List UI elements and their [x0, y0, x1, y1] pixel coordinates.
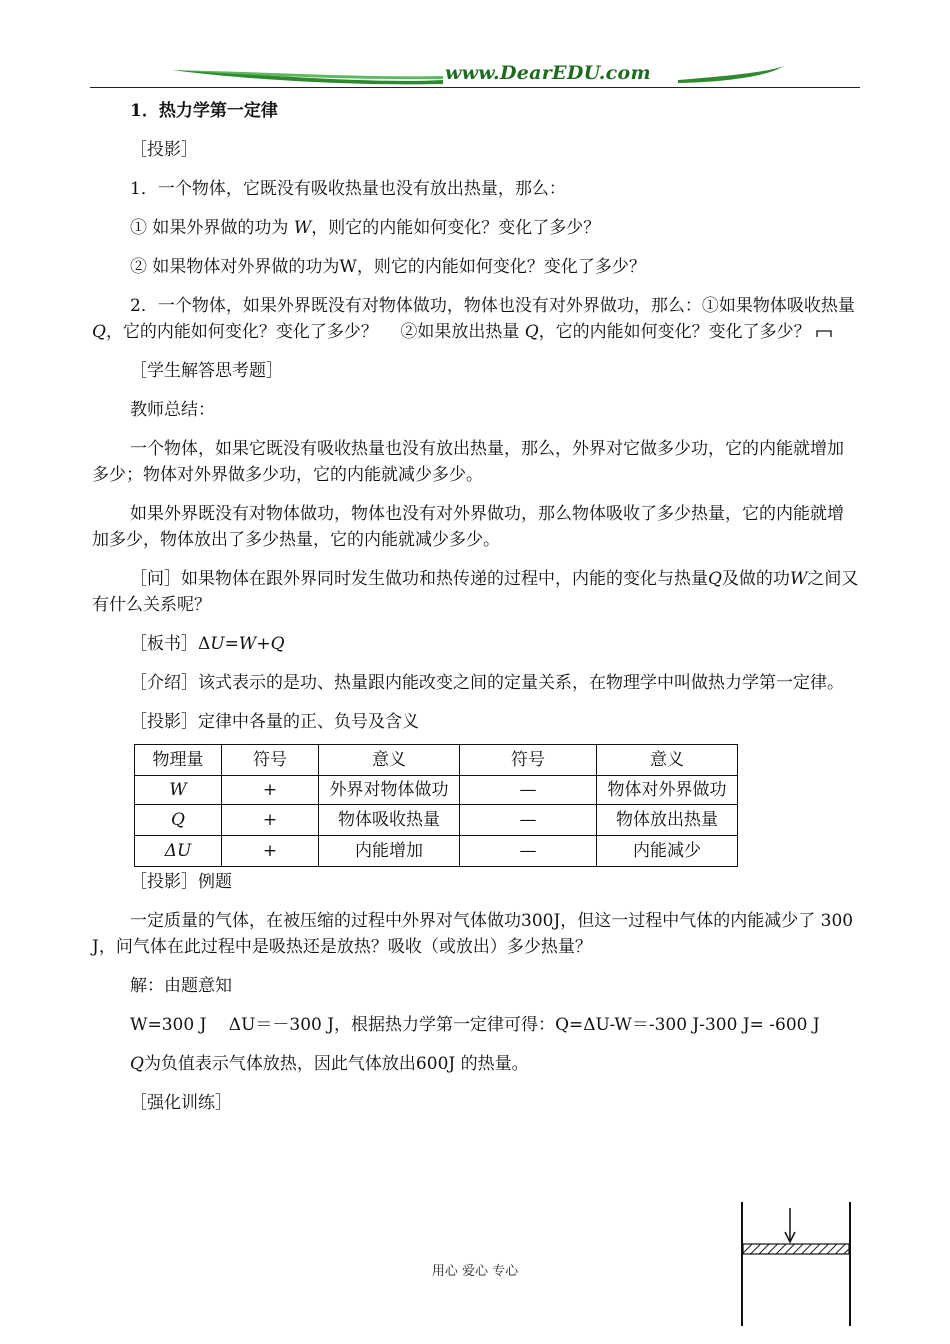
paragraph: 1．一个物体，它既没有吸收热量也没有放出热量，那么： — [130, 179, 566, 199]
table-header-cell: 符号 — [460, 745, 597, 776]
table-cell: 物体放出热量 — [597, 805, 738, 836]
table-row — [135, 805, 738, 836]
document-body — [92, 98, 860, 1116]
page-header — [90, 58, 860, 90]
sign-convention-table — [134, 744, 738, 867]
table-row — [135, 776, 738, 805]
paragraph: ［投影］例题 — [130, 872, 232, 892]
paragraph: Q为负值表示气体放热，因此气体放出600J 的热量。 — [130, 1054, 529, 1074]
paragraph: 如果外界既没有对物体做功，物体也没有对外界做功，那么物体吸收了多少热量，它的内能就增加多少，物体放出了多少热量，它的内能就减少多少。 — [92, 504, 844, 550]
header-rule — [90, 87, 860, 88]
table-cell: + — [222, 776, 319, 805]
table-cell: 内能减少 — [597, 836, 738, 867]
site-logo[interactable]: www.DearEDU.com — [445, 62, 651, 84]
table-cell: — — [460, 776, 597, 805]
paragraph: ［强化训练］ — [130, 1093, 232, 1113]
paragraph: ［问］如果物体在跟外界同时发生做功和热传递的过程中，内能的变化与热量Q及做的功W之间又有什么关系呢？ — [92, 569, 859, 615]
paragraph: ［介绍］该式表示的是功、热量跟内能改变之间的定量关系，在物理学中叫做热力学第一定律。 — [130, 673, 844, 693]
table-cell: 外界对物体做功 — [319, 776, 460, 805]
table-cell: 物体吸收热量 — [319, 805, 460, 836]
paragraph: W=300 J ΔU＝－300 J，根据热力学第一定律可得：Q=ΔU-W＝-300 J-300 J= -600 J — [130, 1015, 820, 1035]
table-cell: W — [135, 776, 222, 805]
paragraph: 教师总结： — [130, 400, 215, 420]
table-cell: — — [460, 805, 597, 836]
paragraph: 2．一个物体，如果外界既没有对物体做功，物体也没有对外界做功，那么：①如果物体吸收热量 Q，它的内能如何变化？变化了多少？ ②如果放出热量 Q，它的内能如何变化？变化了多少？ — [92, 296, 855, 342]
table-header-cell: 符号 — [222, 745, 319, 776]
paragraph: 一定质量的气体，在被压缩的过程中外界对气体做功300J，但这一过程中气体的内能减少了 300 J，问气体在此过程中是吸热还是放热？吸收（或放出）多少热量？ — [92, 911, 854, 957]
paragraph: ［板书］ΔU=W+Q — [130, 634, 285, 654]
paragraph: ① 如果外界做的功为 W，则它的内能如何变化？变化了多少？ — [130, 218, 601, 238]
paragraph: ［投影］ — [130, 140, 198, 160]
paragraph: 解：由题意知 — [130, 976, 232, 996]
table-cell: Q — [135, 805, 222, 836]
table-row — [135, 836, 738, 867]
paragraph: ② 如果物体对外界做的功为W，则它的内能如何变化？变化了多少？ — [130, 257, 646, 277]
table-cell: — — [460, 836, 597, 867]
page-footer: 用心 爱心 专心 — [431, 1264, 519, 1279]
table-cell: 物体对外界做功 — [597, 776, 738, 805]
caret-mark-icon — [815, 327, 833, 339]
table-header-row — [135, 745, 738, 776]
table-header-cell: 意义 — [319, 745, 460, 776]
section-title: 1．热力学第一定律 — [130, 101, 278, 121]
table-cell: + — [222, 805, 319, 836]
table-cell: ΔU — [135, 836, 222, 867]
table-cell: + — [222, 836, 319, 867]
paragraph: ［学生解答思考题］ — [130, 361, 283, 381]
table-header-cell: 物理量 — [135, 745, 222, 776]
paragraph: ［投影］定律中各量的正、负号及含义 — [130, 712, 419, 732]
table-cell: 内能增加 — [319, 836, 460, 867]
table-header-cell: 意义 — [597, 745, 738, 776]
paragraph: 一个物体，如果它既没有吸收热量也没有放出热量，那么，外界对它做多少功，它的内能就增加多少；物体对外界做多少功，它的内能就减少多少。 — [92, 439, 844, 485]
